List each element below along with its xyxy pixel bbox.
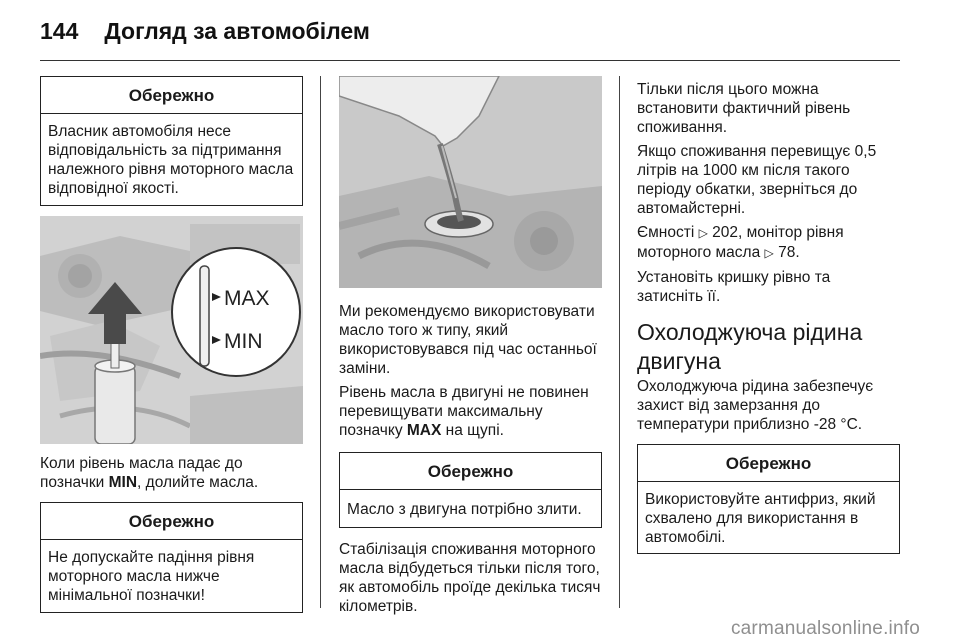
paragraph: Охолоджуюча рідина забезпечує захист від замерзання до температури приблизно -28 °C. — [637, 378, 874, 433]
max-mark-ref: MAX — [406, 422, 442, 439]
oil-filling-illustration — [339, 76, 602, 288]
page-reference: 202 — [712, 224, 738, 241]
column-3 — [637, 76, 900, 554]
caution-box — [40, 76, 303, 206]
engine-bay-drawing — [40, 216, 303, 444]
paragraph: Ємності ▷ 202, монітор рівня моторного масла ▷ 78. — [637, 224, 844, 261]
caution-title: Обережно — [41, 503, 302, 540]
caution-title: Обережно — [340, 453, 601, 490]
paragraph: Тільки після цього можна встановити фактичний рівень споживання. — [637, 81, 851, 136]
page-number: 144 — [40, 18, 79, 44]
caution-text: Масло з двигуна потрібно злити. — [347, 501, 582, 518]
triangle-pointer-icon: ▷ — [698, 226, 708, 240]
paragraph: Стабілізація споживання моторного масла відбудеться тільки після того, як автомобіль проїде декілька тисяч кілометрів. — [339, 541, 601, 615]
min-mark-label: MIN — [224, 330, 263, 353]
paragraph: Ми рекомендуємо використовувати масло того ж типу, який використовувався під час останньої заміни. — [339, 303, 597, 377]
caution-box — [40, 502, 303, 613]
section-heading: Охолоджуюча рідина двигуна — [637, 319, 863, 374]
caution-title: Обережно — [638, 445, 899, 482]
column-divider-1 — [320, 76, 321, 608]
caution-box — [339, 452, 602, 528]
paragraph: Рівень масла в двигуні не повинен перевищувати максимальну позначку MAX на щупі. — [339, 384, 589, 439]
caution-box — [637, 444, 900, 554]
caution-text: Не допускайте падіння рівня моторного масла нижче мінімальної позначки! — [48, 549, 255, 604]
dipstick-illustration — [40, 216, 303, 444]
section-title: Догляд за автомобілем — [104, 18, 370, 44]
header-rule — [40, 60, 900, 61]
oil-filling-drawing — [339, 76, 602, 288]
paragraph: Коли рівень масла падає до позначки MIN, долийте масла. — [40, 455, 259, 491]
column-divider-2 — [619, 76, 620, 608]
watermark: carmanualsonline.info — [730, 618, 920, 639]
min-mark-ref: MIN — [108, 474, 138, 491]
column-1 — [40, 76, 303, 613]
triangle-pointer-icon: ▷ — [764, 246, 774, 260]
page-reference: 78 — [778, 244, 796, 261]
dipstick-zoom-circle — [172, 248, 300, 376]
page-header — [40, 18, 370, 45]
column-2 — [339, 76, 602, 616]
caution-title: Обережно — [41, 77, 302, 114]
caution-text: Власник автомобіля несе відповідальність за підтримання належного рівня моторного масла відповідної якості. — [48, 123, 294, 197]
paragraph: Установіть кришку рівно та затисніть її. — [637, 269, 831, 305]
paragraph: Якщо споживання перевищує 0,5 літрів на 1000 км після такого періоду обкатки, зверніться до автомайстерні. — [637, 143, 877, 217]
max-mark-label: MAX — [224, 287, 270, 310]
caution-text: Використовуйте антифриз, який схвалено для використання в автомобілі. — [645, 491, 876, 546]
